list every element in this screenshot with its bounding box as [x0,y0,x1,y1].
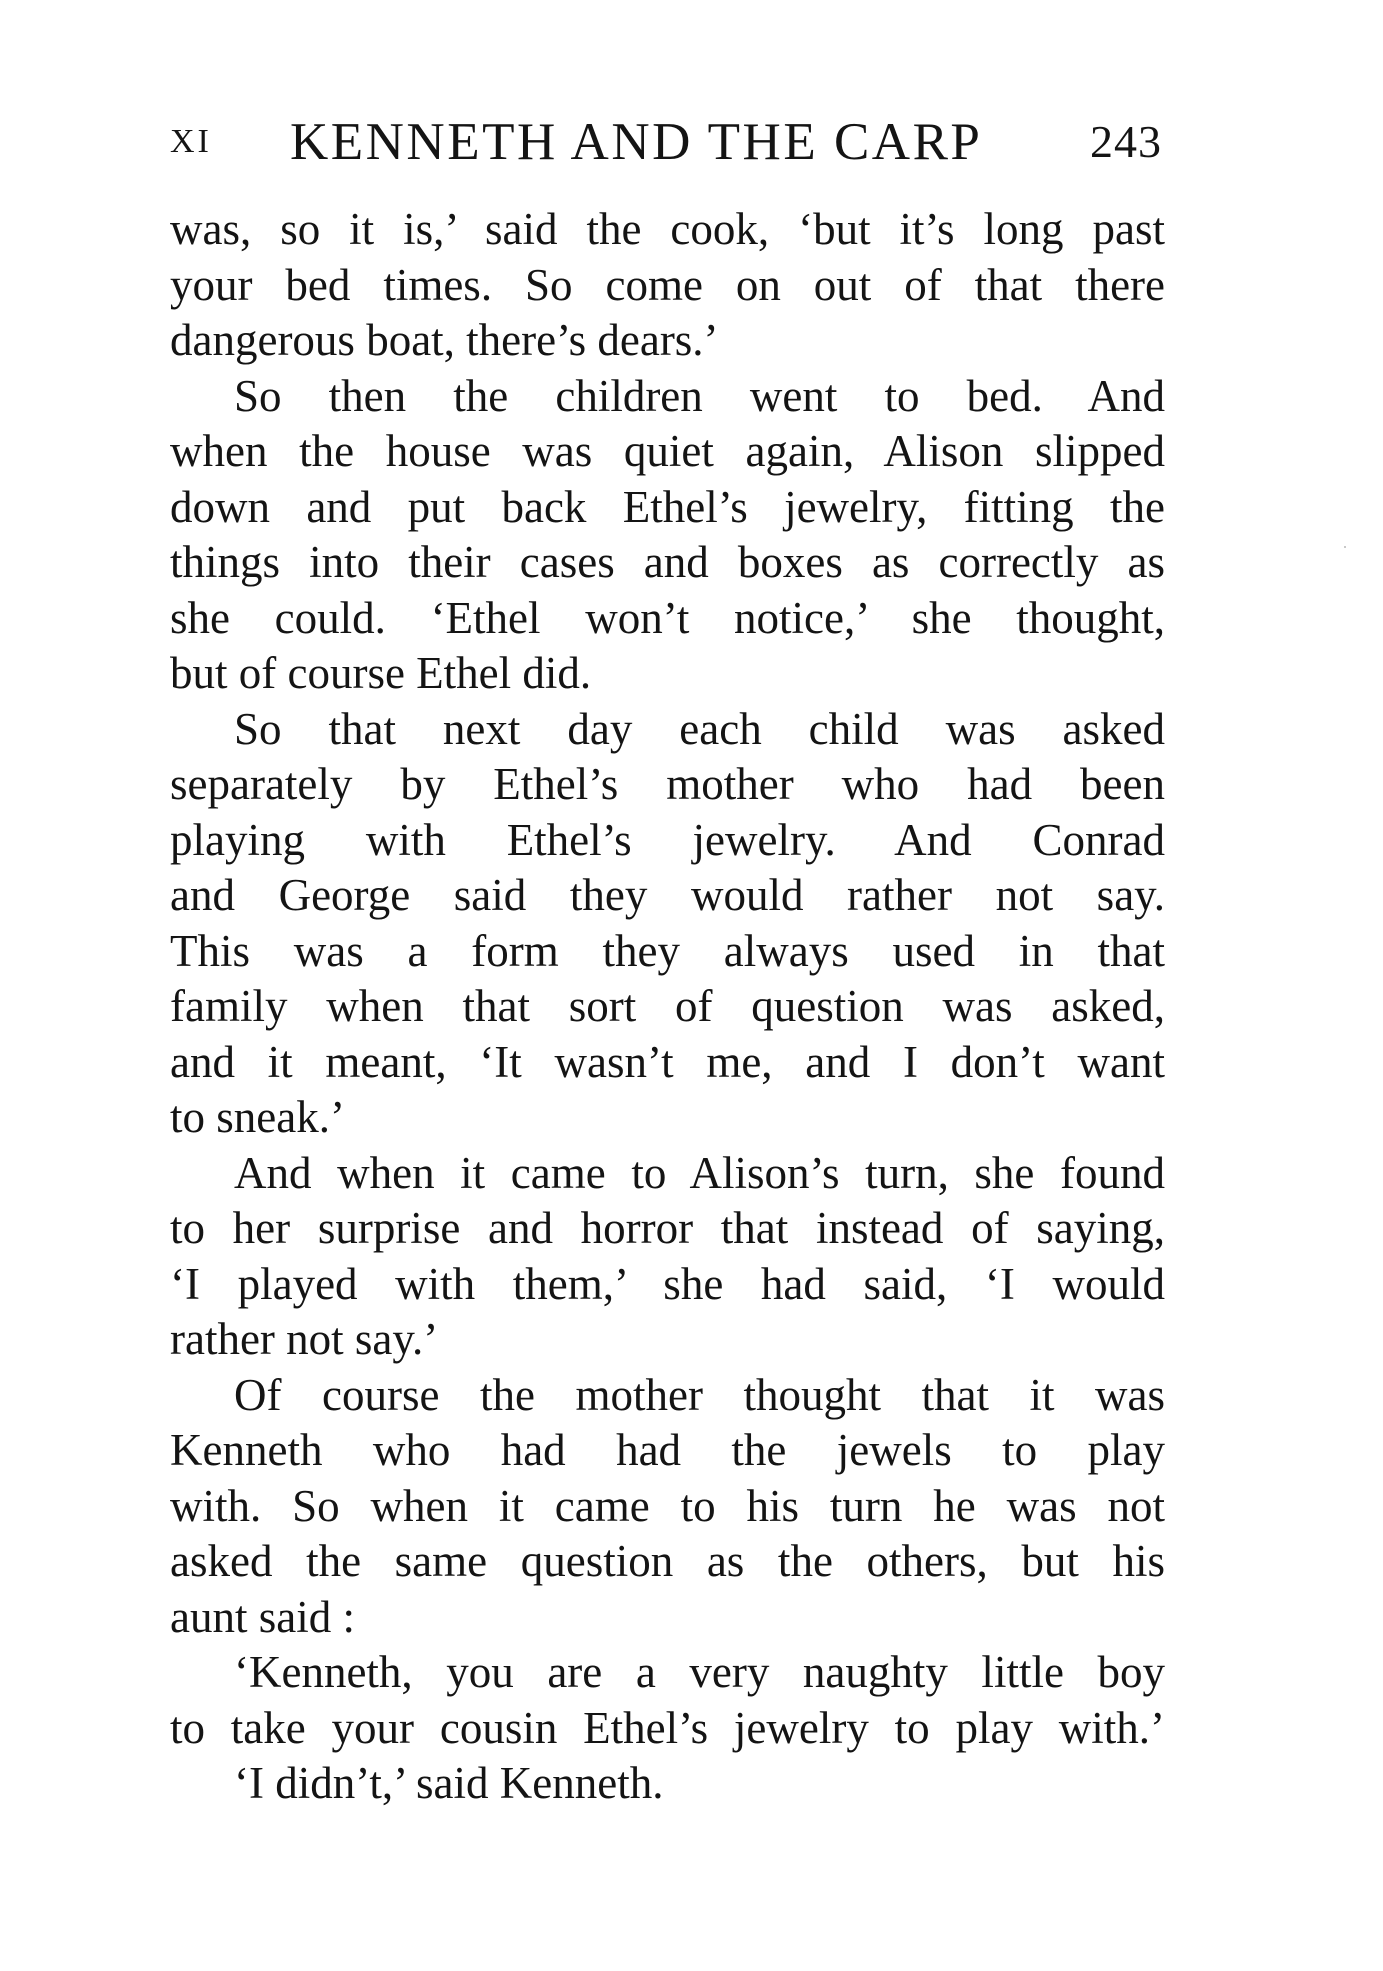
text-line: your bed times. So come on out of that there [170,259,1165,310]
page-number: 243 [1090,116,1162,167]
text-line: ‘I didn’t,’ said Kenneth. [234,1758,664,1808]
text-line: but of course Ethel did. [170,648,592,698]
text-line: asked the same question as the others, but his [170,1536,1165,1586]
chapter-number: XI [170,123,212,160]
text-line: aunt said : [170,1591,355,1642]
text-line: Of course the mother thought that it was [234,1369,1165,1420]
text-line: and it meant, ‘It wasn’t me, and I don’t want [170,1036,1165,1087]
running-head [170,112,1162,172]
text-line: Kenneth who had had the jewels to play [170,1425,1165,1475]
text-line: This was a form they always used in that [170,925,1165,976]
text-line: dangerous boat, there’s dears.’ [170,315,719,365]
body-text [170,202,1165,1812]
text-line: to take your cousin Ethel’s jewelry to play with.’ [170,1702,1165,1753]
text-line: to sneak.’ [170,1092,345,1142]
text-line: ‘Kenneth, you are a very naughty little boy [234,1647,1165,1697]
text-line: and George said they would rather not say. [170,870,1165,920]
text-line: to her surprise and horror that instead of saying, [170,1203,1165,1253]
text-line: things into their cases and boxes as correctly as [170,537,1165,587]
paper-speck [1344,546,1346,548]
chapter-title: KENNETH AND THE CARP [290,113,983,171]
text-line: with. So when it came to his turn he was not [170,1480,1165,1531]
text-line: separately by Ethel’s mother who had been [170,759,1165,809]
text-line: ‘I played with them,’ she had said, ‘I would [170,1258,1165,1309]
text-line: she could. ‘Ethel won’t notice,’ she thought, [170,592,1165,643]
text-line: was, so it is,’ said the cook, ‘but it’s long past [170,204,1165,254]
text-line: playing with Ethel’s jewelry. And Conrad [170,814,1165,865]
text-line: when the house was quiet again, Alison slipped [170,426,1165,476]
text-line: So that next day each child was asked [234,703,1165,754]
text-line: rather not say.’ [170,1314,439,1364]
text-line: And when it came to Alison’s turn, she found [234,1147,1165,1198]
text-line: So then the children went to bed. And [234,370,1165,421]
text-line: down and put back Ethel’s jewelry, fitting the [170,481,1165,532]
text-line: family when that sort of question was asked, [170,981,1165,1031]
